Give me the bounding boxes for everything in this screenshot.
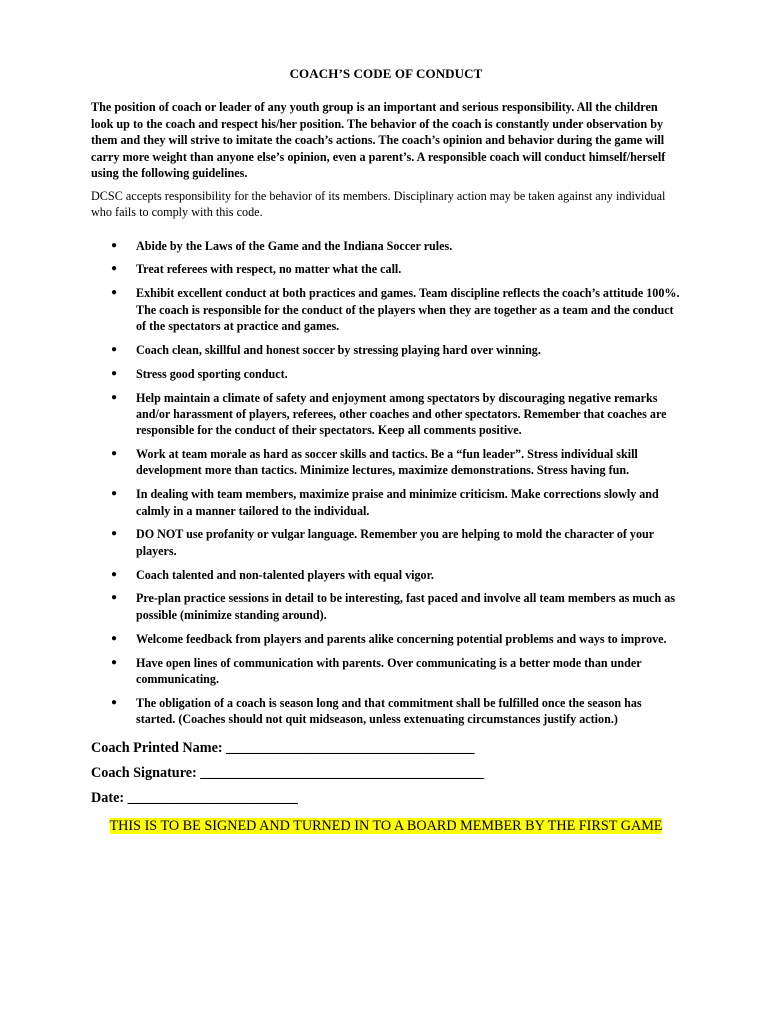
bullet-icon: ● [111,592,118,604]
signature-block [91,736,681,811]
coach-printed-name-field[interactable]: Coach Printed Name: ___________________________________ [91,740,475,757]
date-field[interactable]: Date: ________________________ [91,790,298,807]
rule-item [91,655,681,688]
intro-paragraph: The position of coach or leader of any youth group is an important and serious responsibility. All the children look up to the coach and respect his/her position. The behavior of the coach is constantly under observation by them and they will strive to imitate the coach’s actions. The coach’s opinion and behavior during the game will carry more weight than anyone else’s opinion, even a parent’s. A responsible coach will conduct himself/herself using the following guidelines. [91,100,666,180]
rule-item [91,390,681,439]
policy-paragraph: DCSC accepts responsibility for the behavior of its members. Disciplinary action may be taken against any individual who fails to comply with this code. [91,188,666,219]
bullet-icon: ● [111,239,118,251]
rule-item [91,446,681,479]
notice-text: THIS IS TO BE SIGNED AND TURNED IN TO A BOARD MEMBER BY THE FIRST GAME [109,818,663,835]
bullet-icon: ● [111,656,118,668]
rule-text: Help maintain a climate of safety and enjoyment among spectators by discouraging negative remarks and/or harassment of players, referees, other coaches and other spectators. Remember that coaches are responsible for the conduct of their spectators. Keep all comments positive. [136,390,667,438]
rule-item [91,526,681,559]
bullet-icon: ● [111,448,118,460]
rule-item [91,261,681,277]
document-page [91,66,681,835]
bullet-icon: ● [111,696,118,708]
rule-text: Have open lines of communication with parents. Over communicating is a better mode than under communicating. [136,655,642,686]
bullet-icon: ● [111,287,118,299]
bullet-icon: ● [111,391,118,403]
bullet-icon: ● [111,528,118,540]
rule-item [91,631,681,647]
rule-text: Coach clean, skillful and honest soccer by stressing playing hard over winning. [136,342,541,357]
rule-text: Abide by the Laws of the Game and the Indiana Soccer rules. [136,238,453,253]
rule-text: Stress good sporting conduct. [136,366,288,381]
bullet-icon: ● [111,632,118,644]
submission-notice [91,817,681,835]
document-title: COACH’S CODE OF CONDUCT [289,66,483,81]
rule-text: Treat referees with respect, no matter what the call. [136,262,402,277]
rule-item [91,567,681,583]
bullet-icon: ● [111,488,118,500]
bullet-icon: ● [111,263,118,275]
rule-text: In dealing with team members, maximize praise and minimize criticism. Make corrections slowly and calmly in a manner tailored to the individual. [136,487,659,518]
rule-item [91,486,681,519]
rule-text: The obligation of a coach is season long and that commitment shall be fulfilled once the season has started. (Coaches should not quit midseason, unless extenuating circumstances justify action.) [136,695,642,727]
rule-text: Work at team morale as hard as soccer skills and tactics. Be a “fun leader”. Stress individual skill development more than tactics. Minimize lectures, maximize demonstrations. Stress having fun. [136,447,638,478]
rule-item [91,238,681,254]
bullet-icon: ● [111,568,118,580]
rule-item [91,285,681,334]
rule-item [91,590,681,623]
coach-signature-field[interactable]: Coach Signature: ________________________________________ [91,765,485,782]
rule-item [91,342,681,358]
rule-text: Pre-plan practice sessions in detail to be interesting, fast paced and involve all team members as much as possible (minimize standing around). [136,591,676,622]
rule-item [91,366,681,382]
rules-list [91,238,681,728]
rule-text: Welcome feedback from players and parents alike concerning potential problems and ways to improve. [136,631,667,646]
rule-text: Coach talented and non-talented players with equal vigor. [136,567,434,582]
bullet-icon: ● [111,343,118,355]
rule-text: Exhibit excellent conduct at both practices and games. Team discipline reflects the coach’s attitude 100%. The coach is responsible for the conduct of the players when they are together as a team and the conduct of the spectators at practice and games. [136,286,680,333]
rule-item [91,695,681,728]
rule-text: DO NOT use profanity or vulgar language. Remember you are helping to mold the character of your players. [136,527,654,558]
bullet-icon: ● [111,367,118,379]
